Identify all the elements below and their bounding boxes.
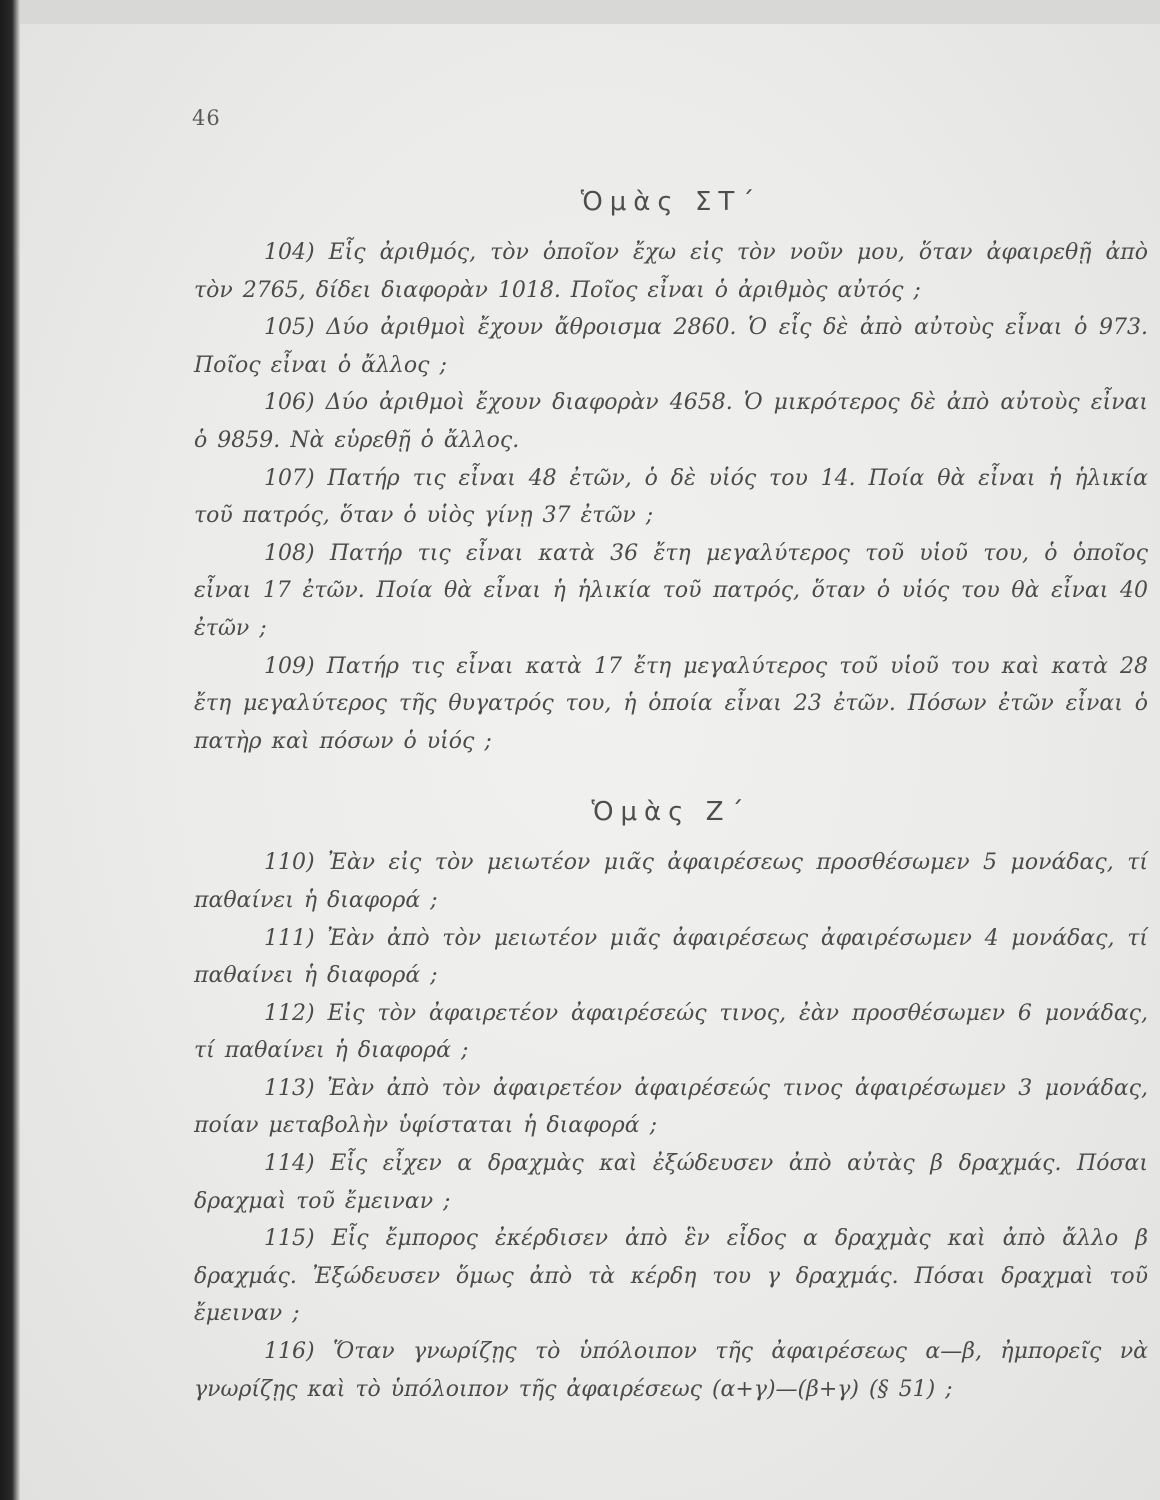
problem-114: 114) Εἷς εἶχεν α δραχμὰς καὶ ἐξώδευσεν ἀπὸ αὐτὰς β δραχμάς. Πόσαι δραχμαὶ τοῦ ἔμειναν ; [194,1151,1148,1214]
problem-104: 104) Εἷς ἀριθμός, τὸν ὁποῖον ἔχω εἰς τὸν νοῦν μου, ὅταν ἀφαιρεθῇ ἀπὸ τὸν 2765, δίδει διαφορὰν 1018. Ποῖος εἶναι ὁ ἀριθμὸς αὐτός ; [194,240,1148,303]
problem-105: 105) Δύο ἀριθμοὶ ἔχουν ἄθροισμα 2860. Ὁ εἷς δὲ ἀπὸ αὐτοὺς εἶναι ὁ 973. Ποῖος εἶναι ὁ ἄλλος ; [194,315,1148,378]
problem-107: 107) Πατήρ τις εἶναι 48 ἐτῶν, ὁ δὲ υἱός του 14. Ποία θὰ εἶναι ἡ ἡλικία τοῦ πατρός, ὅταν ὁ υἱὸς γίνῃ 37 ἐτῶν ; [194,465,1148,529]
page-number: 46 [192,106,221,130]
section-group-z [194,790,1148,1408]
problem-116: 116) Ὅταν γνωρίζῃς τὸ ὑπόλοιπον τῆς ἀφαιρέσεως α—β, ἠμπορεῖς νὰ γνωρίζῃς καὶ τὸ ὑπόλοιπον τῆς ἀφαιρέσεως (α+γ)—(β+γ) (§ 51) ; [194,1339,1148,1402]
problem-111: 111) Ἐὰν ἀπὸ τὸν μειωτέον μιᾶς ἀφαιρέσεως ἀφαιρέσωμεν 4 μονάδας, τί παθαίνει ἡ διαφορά ; [194,925,1148,989]
problem-110: 110) Ἐὰν εἰς τὸν μειωτέον μιᾶς ἀφαιρέσεως προσθέσωμεν 5 μονάδας, τί παθαίνει ἡ διαφορά ; [194,850,1148,913]
problem-113: 113) Ἐὰν ἀπὸ τὸν ἀφαιρετέον ἀφαιρέσεώς τινος ἀφαιρέσωμεν 3 μονάδας, ποίαν μεταβολὴν ὑφίσταται ἡ διαφορά ; [194,1075,1148,1139]
problem-108: 108) Πατήρ τις εἶναι κατὰ 36 ἔτη μεγαλύτερος τοῦ υἱοῦ του, ὁ ὁποῖος εἶναι 17 ἐτῶν. Ποία θὰ εἶναι ἡ ἡλικία τοῦ πατρός, ὅταν ὁ υἱός του θὰ εἶναι 40 ἐτῶν ; [194,540,1148,641]
problem-115: 115) Εἷς ἔμπορος ἐκέρδισεν ἀπὸ ἓν εἶδος α δραχμὰς καὶ ἀπὸ ἄλλο β δραχμάς. Ἐξώδευσεν ὅμως ἀπὸ τὰ κέρδη του γ δραχμάς. Πόσαι δραχμαὶ τοῦ ἔμειναν ; [194,1226,1148,1327]
problem-112: 112) Εἰς τὸν ἀφαιρετέον ἀφαιρέσεώς τινος, ἐὰν προσθέσωμεν 6 μονάδας, τί παθαίνει ἡ διαφορά ; [194,1000,1148,1064]
section-title: Ὁμὰς ΣΤ΄ [580,187,762,217]
problem-109: 109) Πατήρ τις εἶναι κατὰ 17 ἔτη μεγαλύτερος τοῦ υἱοῦ του καὶ κατὰ 28 ἔτη μεγαλύτερος τῆς θυγατρός του, ἡ ὁποία εἶναι 23 ἐτῶν. Πόσων ἐτῶν εἶναι ὁ πατὴρ καὶ πόσων ὁ υἱός ; [194,653,1148,754]
section-group-st [194,180,1148,760]
problem-106: 106) Δύο ἀριθμοὶ ἔχουν διαφορὰν 4658. Ὁ μικρότερος δὲ ἀπὸ αὐτοὺς εἶναι ὁ 9859. Νὰ εὑρεθῇ ὁ ἄλλος. [194,390,1148,453]
section-title: Ὁμὰς Ζ΄ [591,797,751,828]
book-page [20,24,1160,1500]
page-content [194,180,1148,1408]
